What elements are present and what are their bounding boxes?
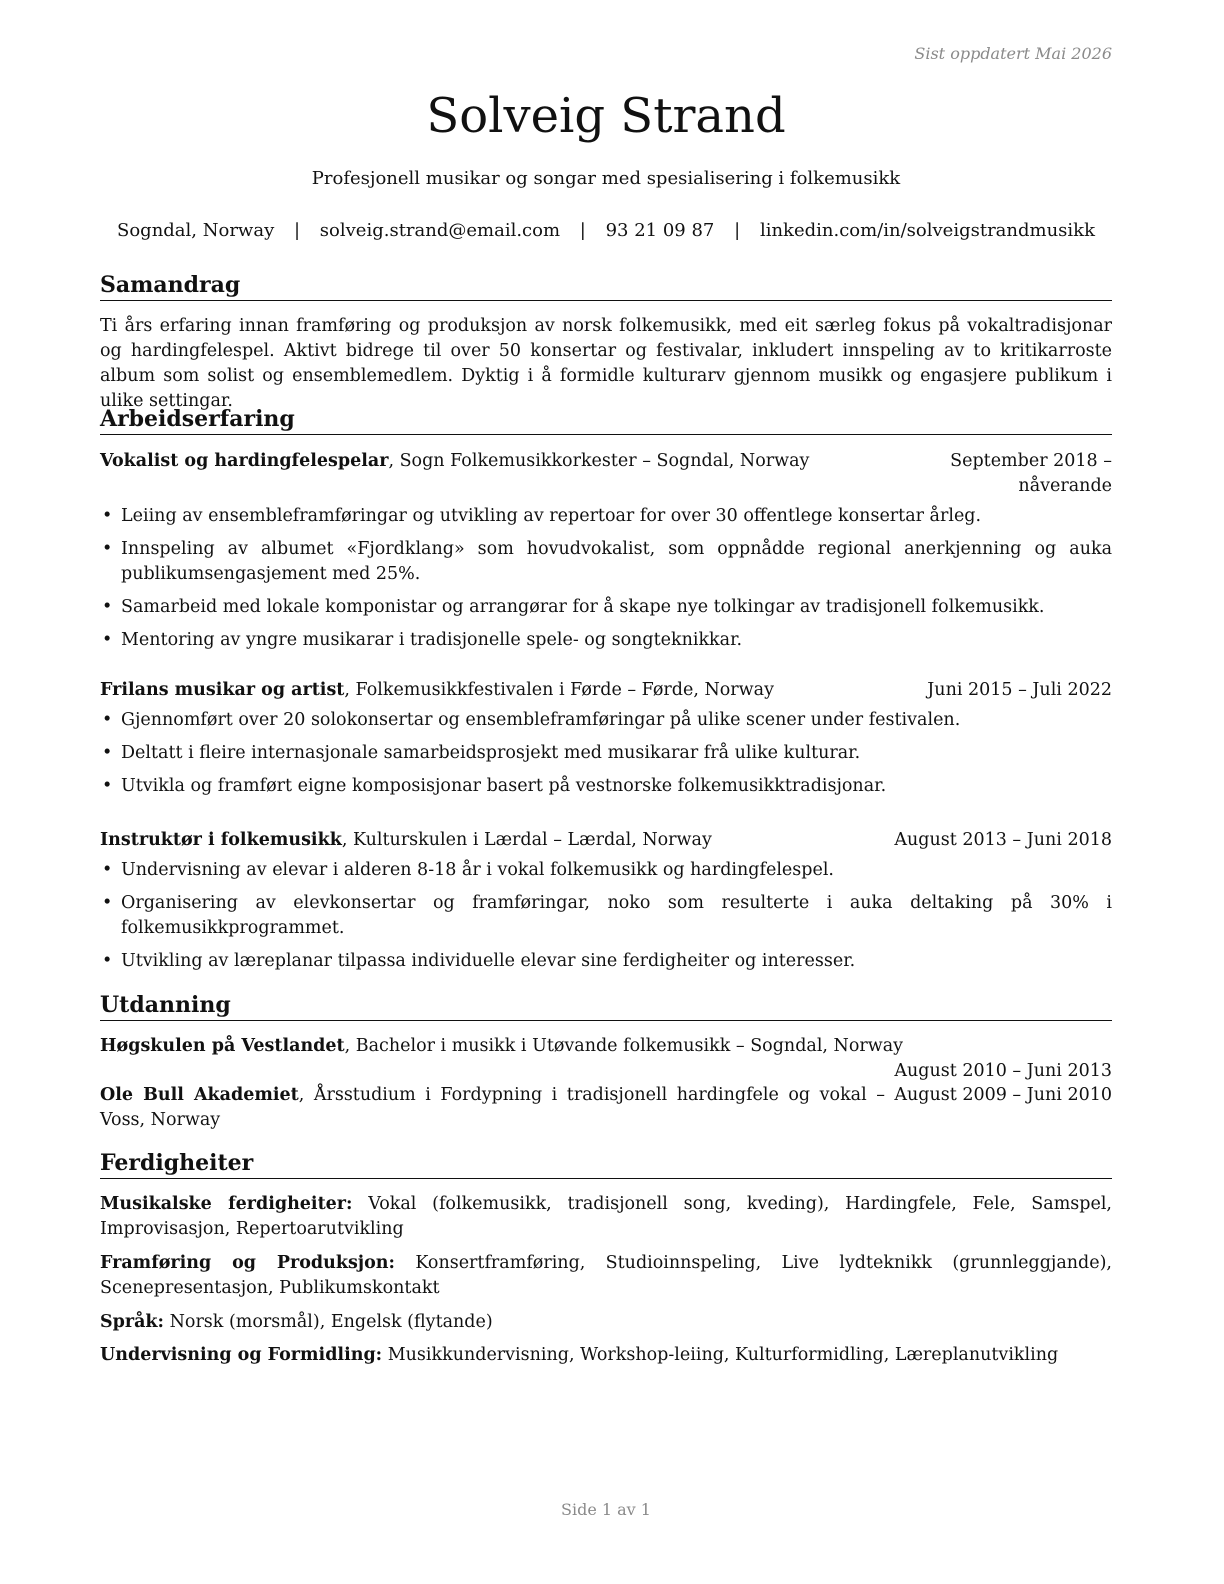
contact-linkedin[interactable]: linkedin.com/in/solveigstrandmusikk <box>759 220 1095 241</box>
education-dates: August 2009 – Juni 2010 <box>894 1085 1112 1105</box>
list-item: • Deltatt i fleire internasjonale samarbeidsprosjekt med musikarar frå ulike kulturar. <box>100 741 1112 766</box>
job-role: Frilans musikar og artist <box>100 680 345 700</box>
job-dates: September 2018 – nåverande <box>950 451 1112 496</box>
contact-line <box>100 219 1112 243</box>
contact-location: Sogndal, Norway <box>117 220 275 241</box>
education-title-line <box>100 1083 885 1133</box>
skill-label: Språk: <box>100 1312 165 1332</box>
education-dates: August 2010 – Juni 2013 <box>894 1061 1112 1081</box>
skill-value: Norsk (morsmål), Engelsk (flytande) <box>164 1312 493 1332</box>
contact-email[interactable]: solveig.strand@email.com <box>319 220 561 241</box>
education-entry <box>100 1083 1112 1133</box>
job-header <box>100 678 1112 703</box>
list-item: • Utvikling av læreplanar tilpassa individuelle elevar sine ferdigheiter og interesser. <box>100 949 1112 974</box>
education-title-line <box>100 1034 903 1059</box>
skill-line <box>100 1310 1112 1335</box>
contact-separator: | <box>293 220 301 241</box>
list-item: • Leiing av ensembleframføringar og utvikling av repertoar for over 30 offentlege konsertar årleg. <box>100 504 1112 529</box>
job-title-line <box>100 678 774 703</box>
job-bullets <box>100 858 1112 982</box>
list-item: • Undervisning av elevar i alderen 8-18 år i vokal folkemusikk og hardingfelespel. <box>100 858 1112 883</box>
skill-line <box>100 1343 1112 1368</box>
skill-label: Framføring og Produksjon: <box>100 1253 395 1273</box>
list-item: • Utvikla og framført eigne komposisjonar basert på vestnorske folkemusikktradisjonar. <box>100 774 1112 799</box>
list-item: • Mentoring av yngre musikarar i tradisjonelle spele- og songteknikkar. <box>100 628 1112 653</box>
last-updated: Sist oppdatert Mai 2026 <box>914 44 1112 63</box>
school-name: Høgskulen på Vestlandet <box>100 1036 345 1056</box>
summary-text: Ti års erfaring innan framføring og produksjon av norsk folkemusikk, med eit særleg fokus på vokaltradisjonar og hardingfelespel. Aktivt bidrege til over 50 konsertar og festivalar, inkludert innspeling av to kritikarroste album som solist og ensemblemedlem. Dyktig i å formidle kulturarv gjennom musikk og engasjere publikum i ulike settingar. <box>100 316 1112 411</box>
list-item: • Organisering av elevkonsertar og framføringar, noko som resulterte i auka deltaking på 30% i folkemusikkprogrammet. <box>100 891 1112 941</box>
skill-value: Musikkundervisning, Workshop-leiing, Kulturformidling, Læreplanutvikling <box>382 1345 1059 1365</box>
page-number: Side 1 av 1 <box>561 1500 651 1519</box>
skill-line <box>100 1192 1112 1242</box>
education-detail: , Årsstudium i Fordypning i tradisjonell hardingfele og vokal – Voss, Norway <box>100 1085 885 1130</box>
tagline: Profesjonell musikar og songar med spesialisering i folkemusikk <box>311 168 901 189</box>
skill-line <box>100 1251 1112 1301</box>
list-item: • Gjennomført over 20 solokonsertar og ensembleframføringar på ulike scener under festivalen. <box>100 708 1112 733</box>
job-bullets <box>100 708 1112 807</box>
contact-separator: | <box>579 220 586 241</box>
skill-label: Musikalske ferdigheiter: <box>100 1194 353 1214</box>
skill-value: Konsertframføring, Studioinnspeling, Live lydteknikk (grunnleggjande), Scenepresentasjon, Publikumskontakt <box>100 1253 1112 1298</box>
resume-page <box>100 0 1112 1584</box>
candidate-name: Solveig Strand <box>426 88 786 144</box>
section-title-education: Utdanning <box>100 991 1112 1021</box>
job-title-line <box>100 828 712 853</box>
list-item: • Samarbeid med lokale komponistar og arrangørar for å skape nye tolkingar av tradisjonell folkemusikk. <box>100 595 1112 620</box>
job-org: , Folkemusikkfestivalen i Førde – Førde, Norway <box>344 680 774 700</box>
job-org: , Kulturskulen i Lærdal – Lærdal, Norway <box>341 830 712 850</box>
job-header <box>100 828 1112 853</box>
job-role: Vokalist og hardingfelespelar <box>100 451 389 471</box>
job-role: Instruktør i folkemusikk <box>100 830 342 850</box>
job-title-line <box>100 449 809 474</box>
school-name: Ole Bull Akademiet <box>100 1085 299 1105</box>
contact-separator: | <box>734 220 741 241</box>
education-entry <box>100 1034 1112 1084</box>
list-item: • Innspeling av albumet «Fjordklang» som hovudvokalist, som oppnådde regional anerkjenning og auka publikumsengasjement med 25%. <box>100 537 1112 587</box>
skill-value: Vokal (folkemusikk, tradisjonell song, kveding), Hardingfele, Fele, Samspel, Improvisasjon, Repertoarutvikling <box>100 1194 1112 1239</box>
job-org: , Sogn Folkemusikkorkester – Sogndal, Norway <box>388 451 810 471</box>
job-dates: Juni 2015 – Juli 2022 <box>927 680 1112 700</box>
section-title-summary: Samandrag <box>100 271 1112 301</box>
job-dates: August 2013 – Juni 2018 <box>894 830 1112 850</box>
section-title-skills: Ferdigheiter <box>100 1149 1112 1179</box>
job-bullets <box>100 504 1112 661</box>
skill-label: Undervisning og Formidling: <box>100 1345 383 1365</box>
job-header <box>100 449 1112 499</box>
education-detail: , Bachelor i musikk i Utøvande folkemusikk – Sogndal, Norway <box>344 1036 904 1056</box>
contact-phone: 93 21 09 87 <box>605 220 715 241</box>
section-title-experience: Arbeidserfaring <box>100 405 1112 435</box>
